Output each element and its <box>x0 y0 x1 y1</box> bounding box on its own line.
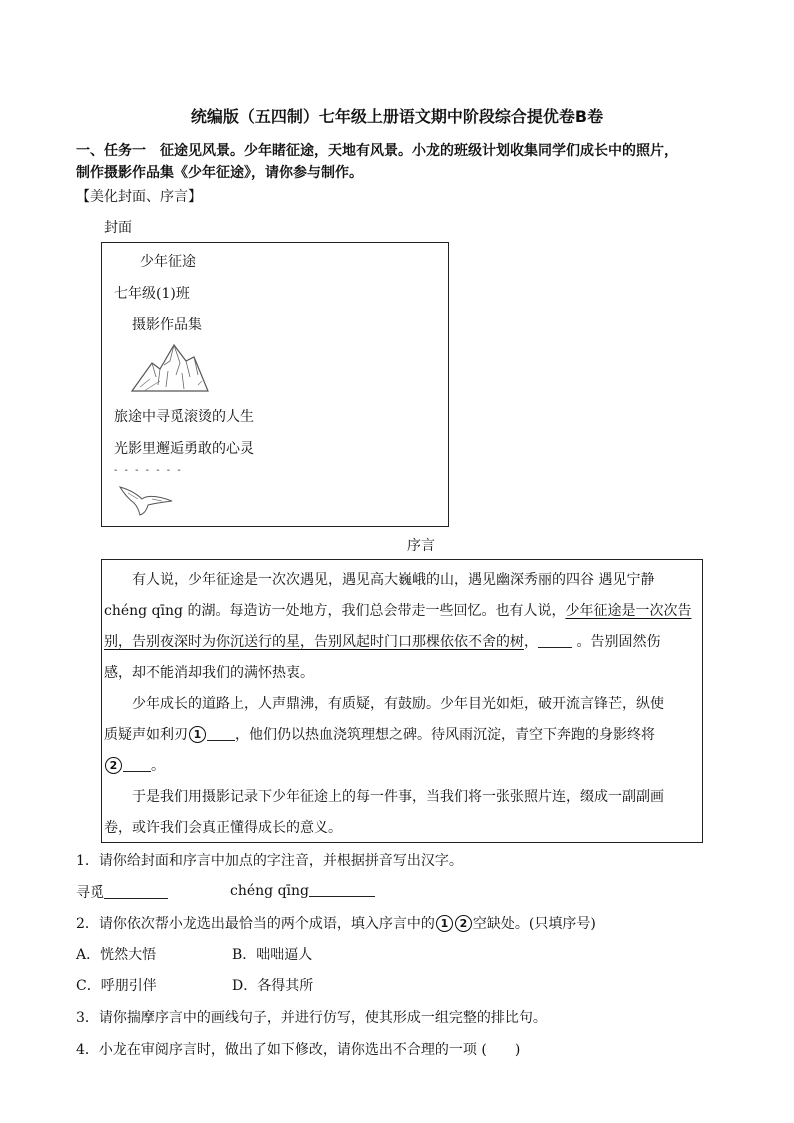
preface-p2-line2: 质疑声如利刃 1 ，他们仍以热血浇筑理想之碑。待风雨沉淀，青空下奔跑的身影终将 <box>104 727 655 743</box>
blank-marker-1: 1 <box>189 726 206 743</box>
preface-label: 序言 <box>407 538 435 554</box>
cover-collection: 摄影作品集 <box>132 317 202 333</box>
mountain-icon <box>130 341 210 395</box>
option-b[interactable]: B．咄咄逼人 <box>232 947 313 963</box>
q1-blank-1[interactable] <box>104 884 168 899</box>
q1-answer-chengqing: chéng qīng <box>230 882 375 899</box>
task-heading-line2: 制作摄影作品集《少年征途》，请你参与制作。 <box>76 165 363 181</box>
q1-answer-xunmi: 寻觅 <box>76 882 168 902</box>
option-c[interactable]: C．呼朋引伴 <box>76 978 157 994</box>
preface-p1-line4: 感，却不能消却我们的满怀热衷。 <box>104 665 314 681</box>
task-heading-line1: 一、任务一 征途见风景。少年睹征途，天地有风景。小龙的班级计划收集同学们成长中的照片， <box>76 143 678 159</box>
option-d[interactable]: D．各得其所 <box>232 978 314 994</box>
cover-line2: 光影里邂逅勇敢的心灵 <box>114 441 254 457</box>
idiom-blank-1 <box>207 726 235 741</box>
underlined-sentence-start: 少年征途是一次次告 <box>565 603 692 619</box>
preface-p1-line2: chéng qīng 的湖。每造访一处地方，我们总会带走一些回忆。也有人说，少年征途是一次次告 <box>104 603 692 619</box>
preface-p1-line1: 有人说，少年征途是一次次遇见，遇见高大巍峨的山，遇见幽深秀丽的四谷 遇见宁静 <box>132 572 655 588</box>
option-a[interactable]: A．恍然大悟 <box>76 947 157 963</box>
question-4: 4．小龙在审阅序言时，做出了如下修改，请你选出不合理的一项 ( ) <box>76 1042 521 1058</box>
preface-p3-line2: 卷，或许我们会真正懂得成长的意义。 <box>104 820 342 836</box>
preface-p2-line3: 2 。 <box>104 755 165 775</box>
dotted-divider: - - - - - - - <box>114 465 183 476</box>
idiom-blank-2 <box>123 757 151 772</box>
preface-p3-line1: 于是我们用摄影记录下少年征途上的每一件事，当我们将一张张照片连，缀成一副副画 <box>132 789 664 805</box>
underlined-sentence-end: 别，告别夜深时为你沉送行的星，告别风起时门口那棵依依不舍的树 <box>104 634 524 650</box>
cover-class: 七年级(1)班 <box>114 286 190 302</box>
blank-marker-2: 2 <box>105 757 122 774</box>
bird-icon <box>116 477 176 517</box>
imitation-blank <box>538 633 572 648</box>
subheading: 【美化封面、序言】 <box>76 189 202 205</box>
preface-p1-line3: 别，告别夜深时为你沉送行的星，告别风起时门口那棵依依不舍的树， 。告别固然伤 <box>104 634 661 650</box>
cover-label: 封面 <box>104 220 132 236</box>
q1-blank-2[interactable] <box>309 882 375 897</box>
preface-box <box>101 559 703 843</box>
question-1: 1．请你给封面和序言中加点的字注音，并根据拼音写出汉字。 <box>76 853 463 869</box>
cover-box <box>101 242 449 527</box>
page-title: 统编版（五四制）七年级上册语文期中阶段综合提优卷B卷 <box>190 107 604 126</box>
cover-title: 少年征途 <box>140 254 196 270</box>
question-3: 3．请你揣摩序言中的画线句子，并进行仿写，使其形成一组完整的排比句。 <box>76 1010 547 1026</box>
cover-line1: 旅途中寻觅滚烫的人生 <box>114 409 254 425</box>
question-2: 2．请你依次帮小龙选出最恰当的两个成语，填入序言中的 1 2 空缺处。(只填序号) <box>76 916 596 932</box>
preface-p2-line1: 少年成长的道路上，人声鼎沸，有质疑，有鼓励。少年目光如炬，破开流言锋芒，纵使 <box>132 696 664 712</box>
